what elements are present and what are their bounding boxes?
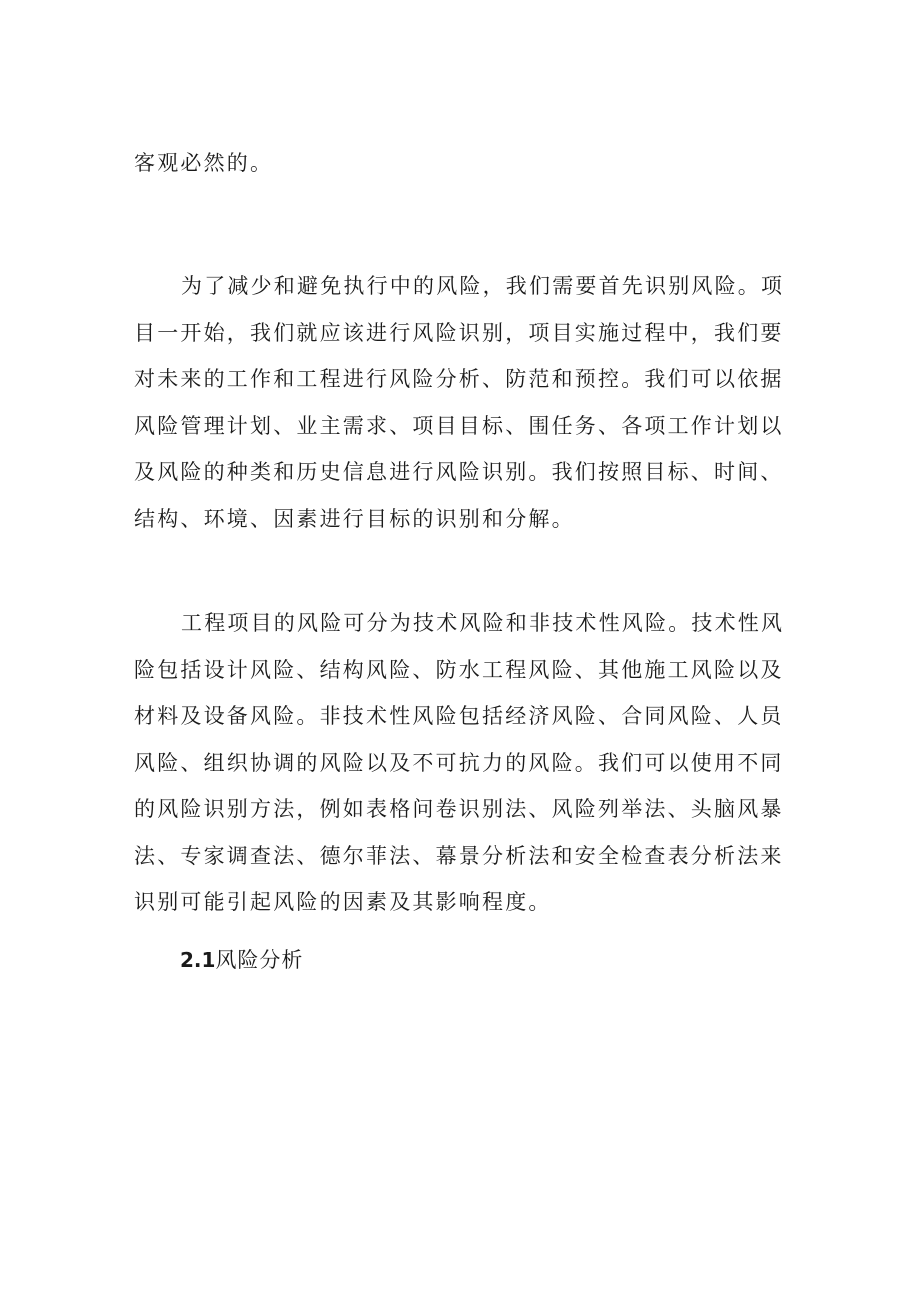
section-heading	[180, 937, 303, 984]
section-title: 风险分析	[215, 948, 304, 972]
paragraph-risk-identification: 为了减少和避免执行中的风险，我们需要首先识别风险。项目一开始，我们就应该进行风险识别，项目实施过程中，我们要对未来的工作和工程进行风险分析、防范和预控。我们可以依据风险管理计划、业主需求、项目目标、围任务、各项工作计划以及风险的种类和历史信息进行风险识别。我们按照目标、时间、结构、环境、因素进行目标的识别和分解。	[134, 274, 785, 531]
paragraph-continuation: 客观必然的。	[134, 151, 274, 175]
section-number: 2.1	[180, 948, 216, 972]
paragraph-risk-types: 工程项目的风险可分为技术风险和非技术性风险。技术性风险包括设计风险、结构风险、防水工程风险、其他施工风险以及材料及设备风险。非技术性风险包括经济风险、合同风险、人员风险、组织协调的风险以及不可抗力的风险。我们可以使用不同的风险识别方法，例如表格问卷识别法、风险列举法、头脑风暴法、专家调查法、德尔菲法、幕景分析法和安全检查表分析法来识别可能引起风险的因素及其影响程度。	[134, 611, 785, 914]
